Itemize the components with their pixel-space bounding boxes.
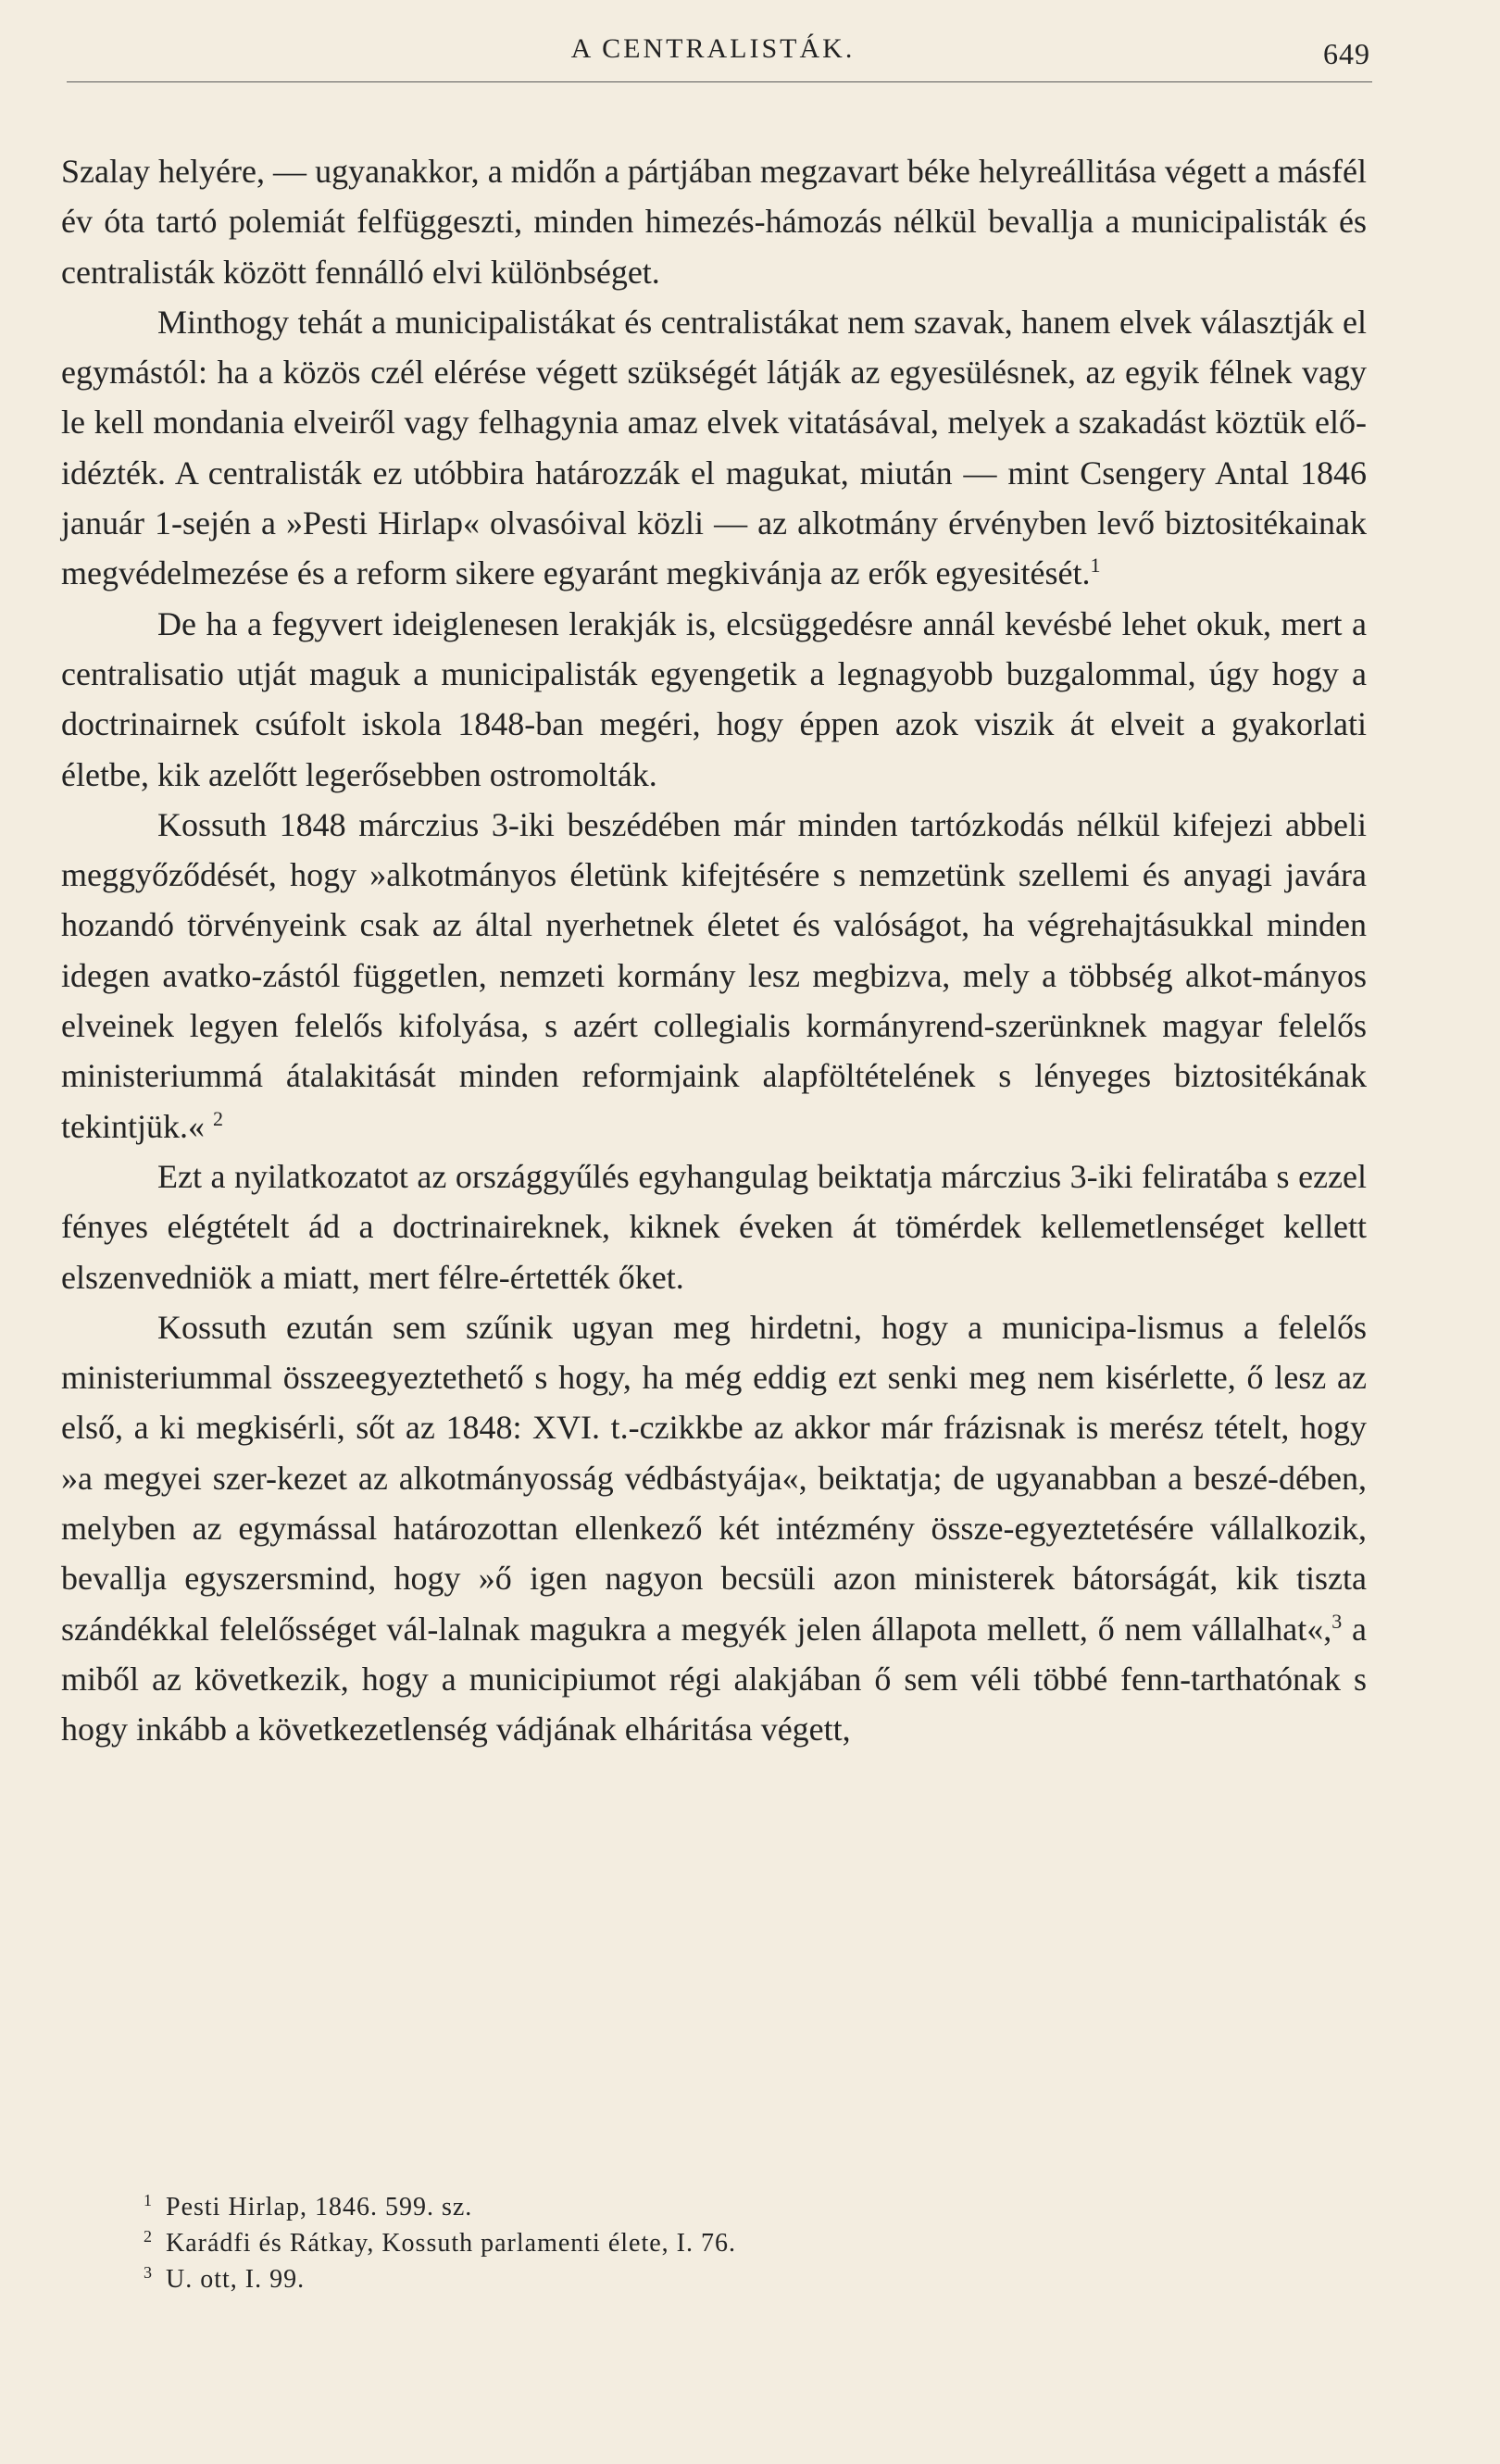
header-rule — [67, 81, 1372, 82]
paragraph-2-text: Minthogy tehát a municipalistákat és centralistákat nem szavak, hanem elvek választják el egymástól: ha a közös czél elérése végett szükségét látják az egyesülésnek, az egyik félnek vagy le kell mondania elveiről vagy felhagynia amaz elvek vitatásával, melyek a szakadást köztük elő-idézték. A centralisták ez utóbbira határozzák el magukat, miután — mint Csengery Antal 1846 január 1-sején a »Pesti Hirlap« olvasóival közli — az alkotmány érvényben levő biztositékainak megvédelmezése és a reform sikere egyaránt megkivánja az erők egyesitését. — [61, 303, 1367, 592]
page-number: 649 — [1323, 37, 1370, 70]
paragraph-4 — [61, 800, 1367, 1151]
footnotes — [144, 2189, 1347, 2297]
running-head-title: A CENTRALISTÁK. — [570, 33, 856, 64]
paragraph-3-text: De ha a fegyvert ideiglenesen lerakják is, elcsüggedésre annál kevésbé lehet okuk, mert a centralisatio utját maguk a municipalisták egyengetik a legnagyobb buzgalommal, úgy hogy a doctrinairnek csúfolt iskola 1848-ban megéri, hogy éppen azok viszik át elveit a gyakorlati életbe, kik azelőtt legerősebben ostromolták. — [61, 604, 1367, 793]
footnote-ref-2: 2 — [213, 1106, 223, 1130]
body-text — [61, 146, 1367, 1755]
paragraph-2 — [61, 297, 1367, 599]
paragraph-4-text: Kossuth 1848 márczius 3-iki beszédében már minden tartózkodás nélkül kifejezi abbeli meggyőződését, hogy »alkotmányos életünk kifejtésére s nemzetünk szellemi és anyagi javára hozandó törvényeink csak az által nyerhetnek életet és valóságot, ha végrehajtásukkal minden idegen avatko-zástól független, nemzeti kormány lesz megbizva, mely a többség alkot-mányos elveinek legyen felelős kifolyása, s azért collegialis kormányrend-szerünknek magyar felelős ministeriummá átalakitását minden reformjaink alapföltételének s lényeges biztositékának tekintjük.« — [61, 805, 1367, 1145]
footnote-3-text: U. ott, I. 99. — [166, 2265, 306, 2294]
footnote-1 — [144, 2189, 1347, 2225]
paragraph-6 — [61, 1302, 1367, 1755]
footnote-ref-1: 1 — [1090, 554, 1101, 578]
paragraph-1-text: Szalay helyére, — ugyanakkor, a midőn a pártjában megzavart béke helyreállitása végett a másfél év óta tartó polemiát felfüggeszti, minden himezés-hámozás nélkül bevallja a municipalisták és centralisták között fennálló elvi különbséget. — [61, 153, 1367, 291]
footnote-ref-3: 3 — [1331, 1609, 1343, 1633]
paragraph-5 — [61, 1151, 1367, 1302]
paragraph-1 — [61, 146, 1367, 297]
paragraph-3 — [61, 599, 1367, 800]
footnote-2-text: Karádfi és Rátkay, Kossuth parlamenti élete, I. 76. — [166, 2229, 737, 2258]
footnote-2 — [144, 2225, 1347, 2261]
running-head — [56, 33, 1370, 80]
paragraph-6-text-after: a miből az következik, hogy a municipiumot régi alakjában ő sem véli többé fenn-tarthatónak s hogy inkább a következetlenség vádjának elháritása végett, — [61, 1610, 1367, 1748]
footnote-2-mark: 2 — [144, 2226, 153, 2246]
paragraph-5-text: Ezt a nyilatkozatot az országgyűlés egyhangulag beiktatja márczius 3-iki feliratába s ezzel fényes elégtételt ád a doctrinaireknek, kiknek éveken át tömérdek kellemetlenséget kellett elszenvedniök a miatt, mert félre-értették őket. — [61, 1157, 1367, 1296]
footnote-3 — [144, 2261, 1347, 2297]
footnote-3-mark: 3 — [144, 2262, 153, 2282]
footnote-1-mark: 1 — [144, 2190, 153, 2209]
paragraph-6-text-before: Kossuth ezután sem szűnik ugyan meg hirdetni, hogy a municipa-lismus a felelős ministeriummal összeegyeztethető s hogy, ha még eddig ezt senki meg nem kisérlette, ő lesz az első, a ki megkisérli, sőt az 1848: XVI. t.-czikkbe az akkor már frázisnak is merész tételt, hogy »a megyei szer-kezet az alkotmányosság védbástyája«, beiktatja; de ugyanabban a beszé-dében, melyben az egymással határozottan ellenkező két intézmény össze-egyeztetésére vállalkozik, bevallja egyszersmind, hogy »ő igen nagyon becsüli azon ministerek bátorságát, kik tiszta szándékkal felelősséget vál-lalnak magukra a megyék jelen állapota mellett, ő nem vállalhat«, — [61, 1308, 1367, 1648]
footnote-1-text: Pesti Hirlap, 1846. 599. sz. — [166, 2193, 473, 2221]
